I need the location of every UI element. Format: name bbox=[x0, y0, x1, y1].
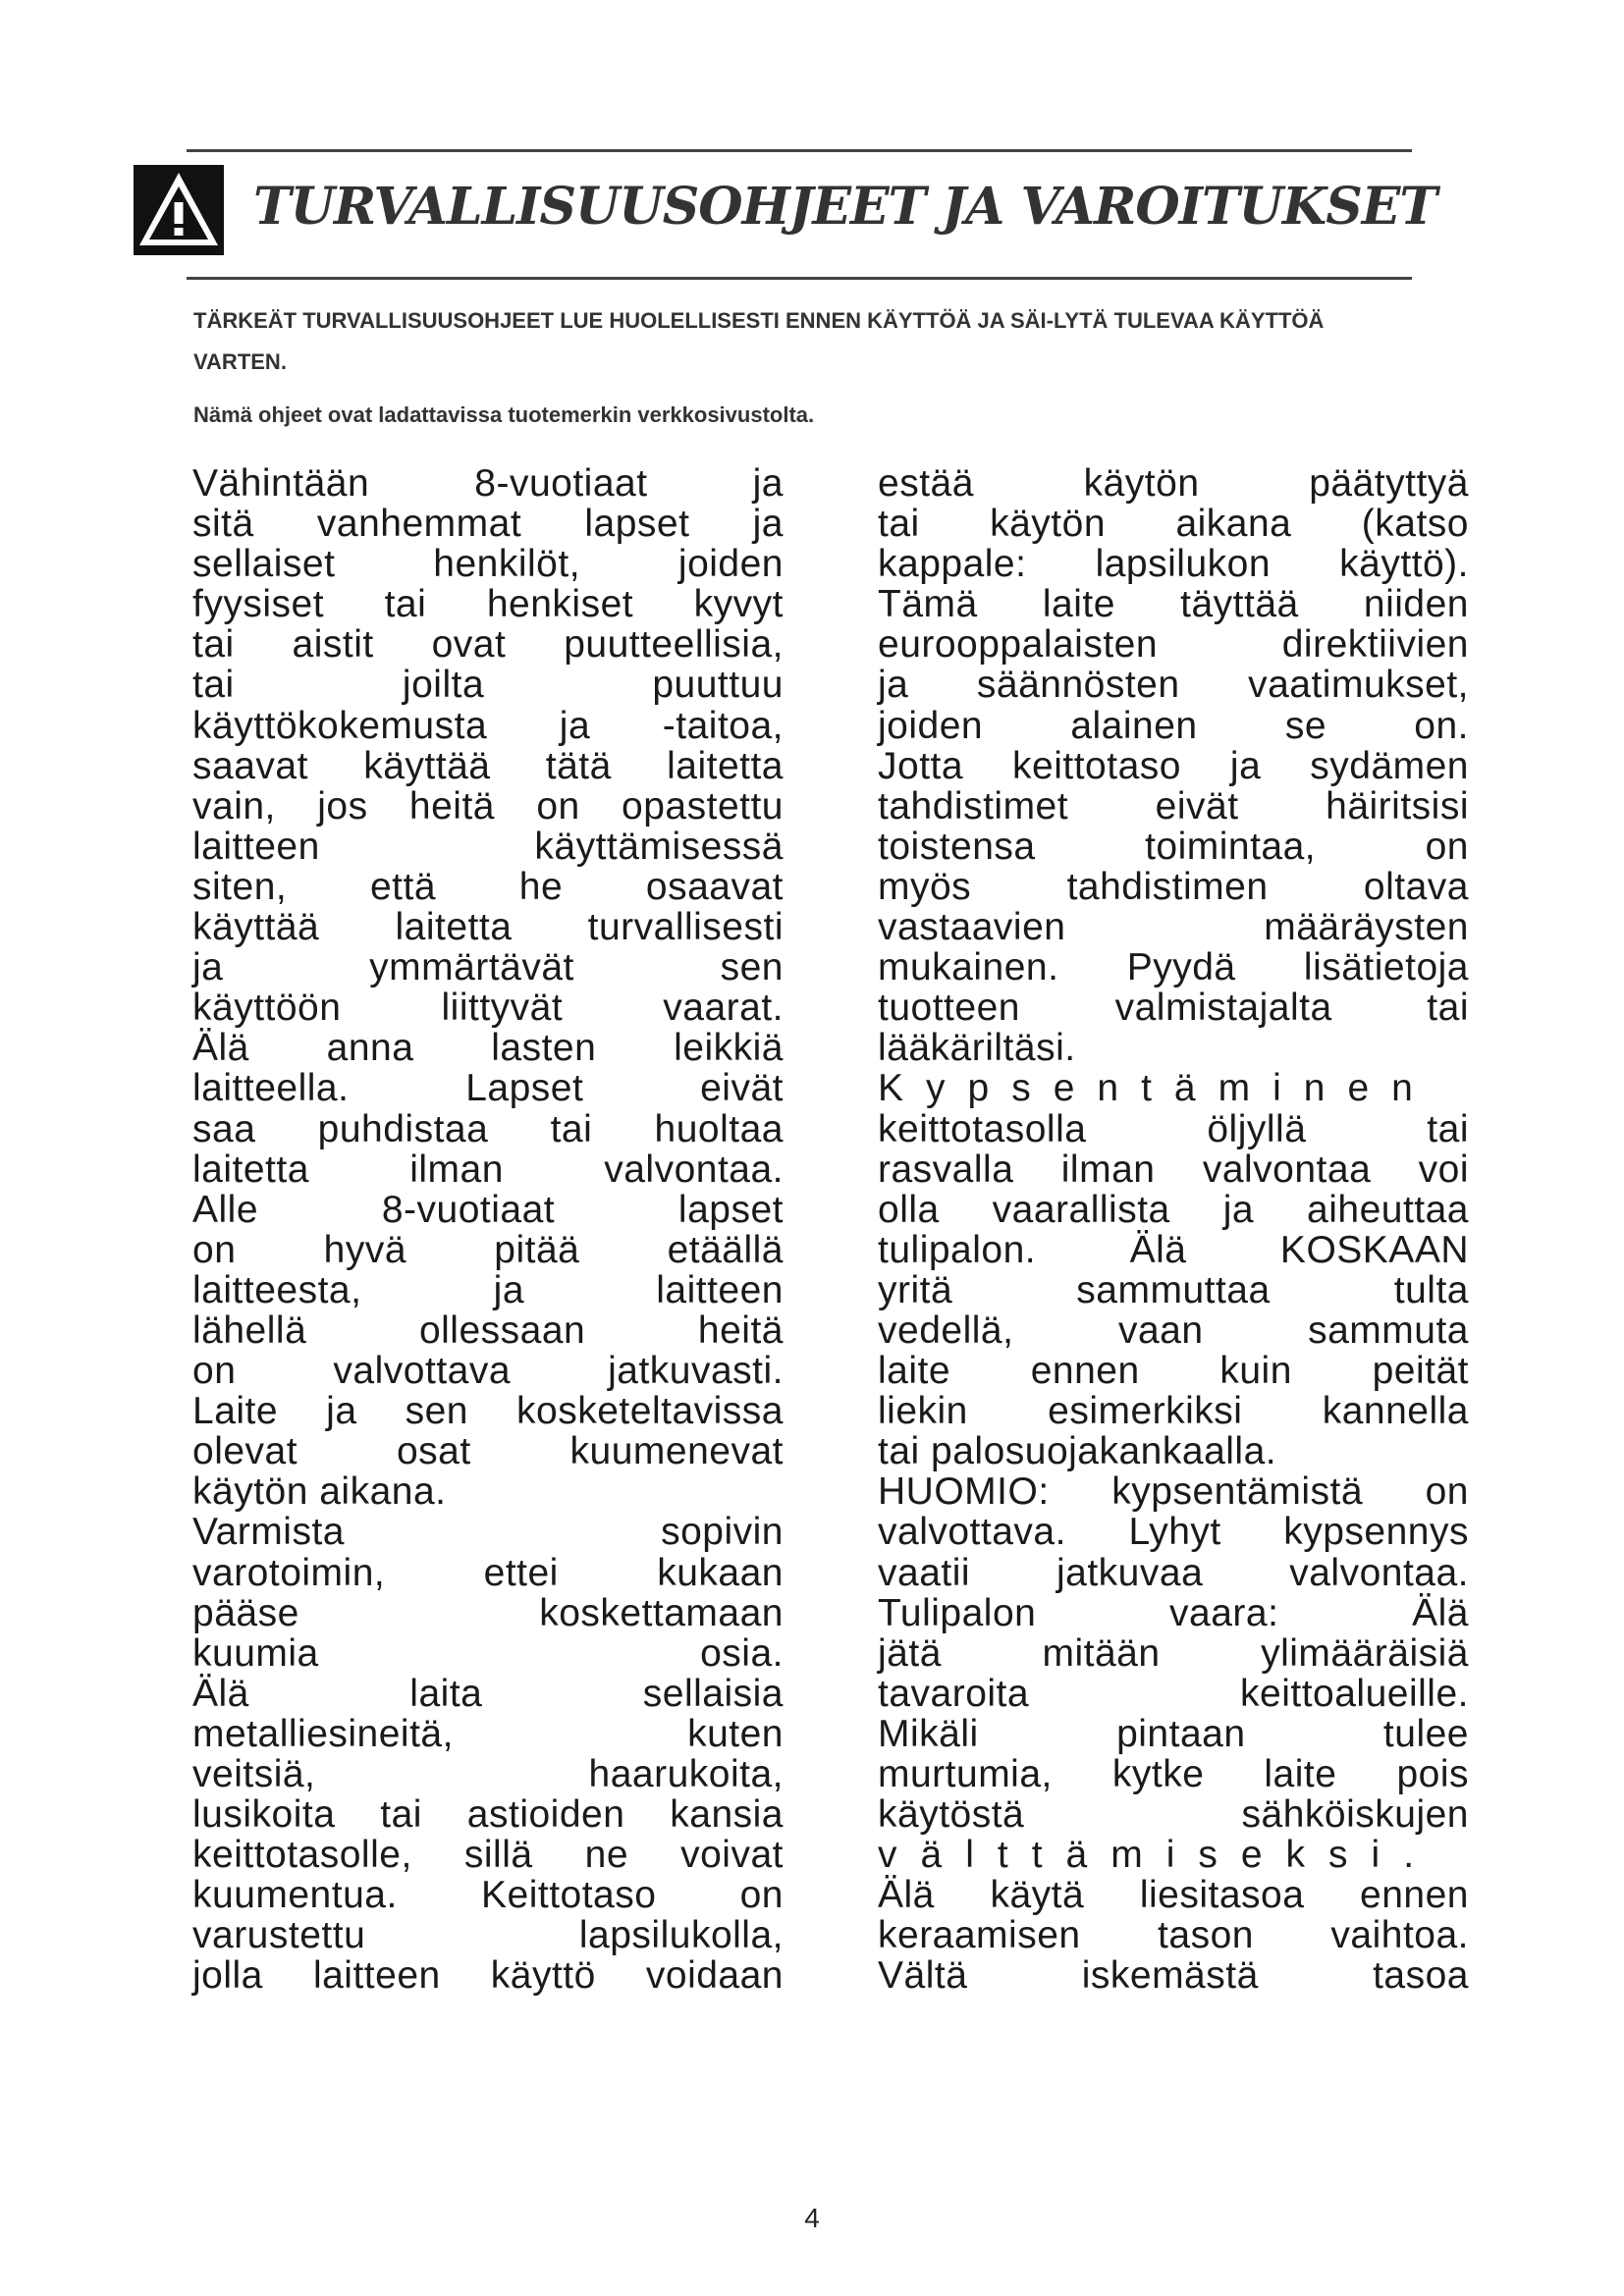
download-note: Nämä ohjeet ovat ladattavissa tuotemerkin verkkosivustolta. bbox=[193, 402, 815, 427]
page-number: 4 bbox=[804, 2203, 820, 2233]
text-line: käyttökokemusta ja -taitoa, bbox=[192, 704, 784, 747]
text-line: saa puhdistaa tai huoltaa bbox=[192, 1107, 784, 1150]
text-line: tulipalon. Älä KOSKAAN bbox=[878, 1228, 1469, 1271]
text-line: eurooppalaisten direktiivien bbox=[878, 623, 1469, 667]
text-line: ja säännösten vaatimukset, bbox=[878, 664, 1469, 707]
text-line: tai käytön aikana (katso bbox=[878, 503, 1469, 546]
text-line: Tämä laite täyttää niiden bbox=[878, 583, 1469, 626]
text-line: käyttöön liittyvät vaarat. bbox=[192, 987, 784, 1030]
text-line: tahdistimet eivät häiritsisi bbox=[878, 784, 1469, 828]
text-line: siten, että he osaavat bbox=[192, 865, 784, 908]
text-line: laitteella. Lapset eivät bbox=[192, 1067, 784, 1110]
text-line: kappale: lapsilukon käyttö). bbox=[878, 543, 1469, 586]
text-line: lusikoita tai astioiden kansia bbox=[192, 1793, 784, 1837]
text-line: ja ymmärtävät sen bbox=[192, 946, 784, 989]
text-line: kuumia osia. bbox=[192, 1631, 784, 1675]
text-line: tai aistit ovat puutteellisia, bbox=[192, 623, 784, 667]
text-line: yritä sammuttaa tulta bbox=[878, 1268, 1469, 1311]
text-line: HUOMIO: kypsentämistä on bbox=[878, 1470, 1469, 1514]
text-line: on valvottava jatkuvasti. bbox=[192, 1350, 784, 1393]
text-line: kuumentua. Keittotaso on bbox=[192, 1874, 784, 1917]
text-line: käytön aikana. bbox=[192, 1470, 447, 1514]
text-line: sitä vanhemmat lapset ja bbox=[192, 503, 784, 546]
text-line: tavaroita keittoalueille. bbox=[878, 1672, 1469, 1715]
text-line: jolla laitteen käyttö voidaan bbox=[192, 1954, 784, 1998]
text-line: keittotasolle, sillä ne voivat bbox=[192, 1834, 784, 1877]
text-line: pääse koskettamaan bbox=[192, 1591, 784, 1634]
text-line: Älä laita sellaisia bbox=[192, 1672, 784, 1715]
header-bottom-rule bbox=[187, 277, 1412, 280]
text-line: myös tahdistimen oltava bbox=[878, 865, 1469, 908]
text-line: Vältä iskemästä tasoa bbox=[878, 1954, 1469, 1998]
warning-triangle-icon bbox=[134, 165, 224, 255]
text-line: laitteesta, ja laitteen bbox=[192, 1268, 784, 1311]
text-line: on hyvä pitää etäällä bbox=[192, 1228, 784, 1271]
header-top-rule bbox=[187, 149, 1412, 152]
text-line: saavat käyttää tätä laitetta bbox=[192, 744, 784, 787]
text-line: Älä anna lasten leikkiä bbox=[192, 1027, 784, 1070]
text-line: lääkäriltäsi. bbox=[878, 1027, 1076, 1070]
text-line: liekin esimerkiksi kannella bbox=[878, 1390, 1469, 1433]
text-line: jätä mitään ylimääräisiä bbox=[878, 1631, 1469, 1675]
text-line: joiden alainen se on. bbox=[878, 704, 1469, 747]
text-line: rasvalla ilman valvontaa voi bbox=[878, 1148, 1469, 1191]
text-line: laite ennen kuin peität bbox=[878, 1350, 1469, 1393]
text-line: Varmista sopivin bbox=[192, 1511, 784, 1554]
text-line: veitsiä, haarukoita, bbox=[192, 1753, 784, 1795]
text-line: Mikäli pintaan tulee bbox=[878, 1712, 1469, 1755]
text-line: valvottava. Lyhyt kypsennys bbox=[878, 1511, 1469, 1554]
text-line: käytöstä sähköiskujen bbox=[878, 1793, 1469, 1837]
text-line: Vähintään 8-vuotiaat ja bbox=[192, 462, 784, 505]
text-line: välttämiseksi. bbox=[878, 1834, 1438, 1877]
text-line: olla vaarallista ja aiheuttaa bbox=[878, 1188, 1469, 1231]
left-text-column bbox=[192, 463, 784, 1997]
text-line: murtumia, kytke laite pois bbox=[878, 1753, 1469, 1795]
text-line: Alle 8-vuotiaat lapset bbox=[192, 1188, 784, 1231]
text-line: vedellä, vaan sammuta bbox=[878, 1308, 1469, 1352]
text-line: toistensa toimintaa, on bbox=[878, 825, 1469, 868]
text-line: tai palosuojakankaalla. bbox=[878, 1430, 1277, 1473]
text-line: tai joilta puuttuu bbox=[192, 664, 784, 707]
right-text-column bbox=[878, 463, 1469, 1997]
text-line: Älä käytä liesitasoa ennen bbox=[878, 1874, 1469, 1917]
text-line: varotoimin, ettei kukaan bbox=[192, 1551, 784, 1594]
text-line: metalliesineitä, kuten bbox=[192, 1712, 784, 1755]
text-line: tuotteen valmistajalta tai bbox=[878, 987, 1469, 1030]
text-line: laitetta ilman valvontaa. bbox=[192, 1148, 784, 1191]
text-line: vain, jos heitä on opastettu bbox=[192, 784, 784, 828]
text-line: olevat osat kuumenevat bbox=[192, 1430, 784, 1473]
text-line: keittotasolla öljyllä tai bbox=[878, 1107, 1469, 1150]
important-notice: TÄRKEÄT TURVALLISUUSOHJEET LUE HUOLELLISESTI ENNEN KÄYTTÖÄ JA SÄI-LYTÄ TULEVAA KÄYTTÖÄ VARTEN. bbox=[193, 308, 1325, 374]
text-line: estää käytön päätyttyä bbox=[878, 462, 1469, 505]
text-line: laitteen käyttämisessä bbox=[192, 825, 784, 868]
text-line: Jotta keittotaso ja sydämen bbox=[878, 744, 1469, 787]
text-line: Kypsentäminen bbox=[878, 1067, 1435, 1110]
text-line: vaatii jatkuvaa valvontaa. bbox=[878, 1551, 1469, 1594]
text-line: fyysiset tai henkiset kyvyt bbox=[192, 583, 784, 626]
text-line: keraamisen tason vaihtoa. bbox=[878, 1914, 1469, 1957]
text-line: lähellä ollessaan heitä bbox=[192, 1308, 784, 1352]
text-line: mukainen. Pyydä lisätietoja bbox=[878, 946, 1469, 989]
text-line: Tulipalon vaara: Älä bbox=[878, 1591, 1469, 1634]
text-line: varustettu lapsilukolla, bbox=[192, 1914, 784, 1957]
text-line: sellaiset henkilöt, joiden bbox=[192, 543, 784, 586]
text-line: vastaavien määräysten bbox=[878, 906, 1469, 949]
page-title: TURVALLISUUSOHJEET JA VAROITUKSET bbox=[253, 177, 1437, 237]
text-line: käyttää laitetta turvallisesti bbox=[192, 906, 784, 949]
text-line: Laite ja sen kosketeltavissa bbox=[192, 1390, 784, 1433]
